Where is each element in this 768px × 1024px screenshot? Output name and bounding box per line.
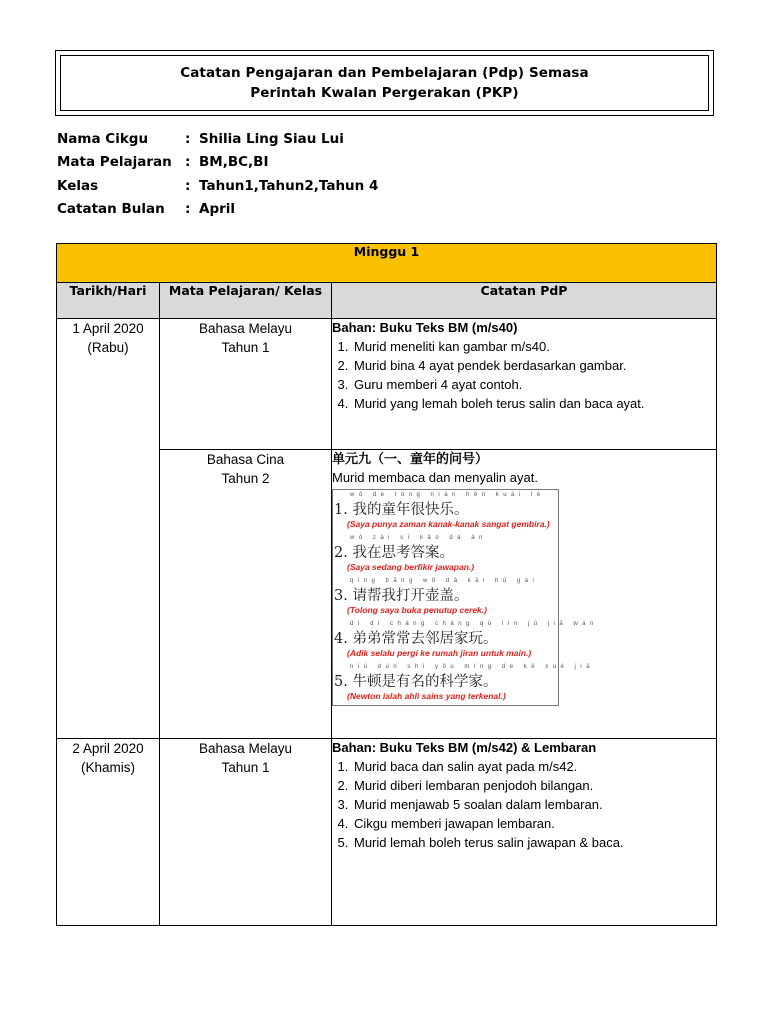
column-header-subject: Mata Pelajaran/ Kelas — [160, 283, 332, 319]
chinese-sentence: 1. 我的童年很快乐。 — [334, 502, 469, 518]
list-item: 4. Cikgu memberi jawapan lembaran. — [352, 814, 716, 833]
list-item: 1. Murid baca dan salin ayat pada m/s42. — [352, 757, 716, 776]
table-row — [57, 319, 717, 450]
date-text: 2 April 2020 — [72, 741, 144, 756]
day-text: (Rabu) — [87, 340, 129, 355]
subject-text: Bahasa Cina — [206, 452, 285, 467]
pinyin-text: niú dùn shì yǒu míng de kē xué jiā — [350, 664, 595, 670]
translation-text: (Tolong saya buka penutup cerek.) — [347, 605, 487, 615]
info-value: April — [199, 201, 236, 218]
translation-text: (Adik selalu pergi ke rumah jiran untuk main.) — [347, 648, 532, 658]
subject-text: Bahasa Melayu — [198, 741, 293, 756]
notes-cell — [332, 319, 717, 450]
document-title-line-2: Perintah Kwalan Pergerakan (PKP) — [250, 85, 519, 101]
class-text: Tahun 2 — [221, 471, 270, 486]
pinyin-text: dì di cháng cháng qù lín jū jiā wán — [350, 621, 598, 627]
list-item: 2. Murid bina 4 ayat pendek berdasarkan gambar. — [352, 356, 716, 375]
subject-cell — [160, 450, 332, 739]
list-item: 2. Murid diberi lembaran penjodoh bilangan. — [352, 776, 716, 795]
chinese-sentence-item — [334, 664, 595, 707]
chinese-sentence-item — [334, 621, 598, 664]
date-cell — [57, 319, 160, 739]
subject-cell — [160, 739, 332, 926]
chinese-sentences-image — [332, 489, 598, 706]
notes-title: 单元九（一、童年的问号） — [332, 451, 489, 466]
document-title-line-1: Catatan Pengajaran dan Pembelajaran (Pdp) Semasa — [180, 65, 589, 81]
info-row-subject — [57, 151, 378, 175]
week-title: Minggu 1 — [57, 244, 717, 283]
info-colon: : — [185, 154, 191, 171]
info-colon: : — [185, 130, 191, 147]
table-row — [57, 739, 717, 926]
info-label: Mata Pelajaran — [57, 154, 172, 171]
info-label: Catatan Bulan — [57, 201, 165, 218]
list-item: 3. Guru memberi 4 ayat contoh. — [352, 375, 716, 394]
notes-cell — [332, 450, 717, 739]
pinyin-text: wǒ de tóng nián hěn kuài lè — [350, 492, 545, 498]
list-item: 1. Murid meneliti kan gambar m/s40. — [352, 337, 716, 356]
chinese-sentence: 2. 我在思考答案。 — [334, 545, 454, 561]
info-value: Tahun1,Tahun2,Tahun 4 — [199, 177, 379, 194]
list-item: 3. Murid menjawab 5 soalan dalam lembaran. — [352, 795, 716, 814]
column-header-date: Tarikh/Hari — [57, 283, 160, 319]
pinyin-text: wǒ zài sī kǎo dá àn — [350, 535, 487, 541]
chinese-sentence-item — [334, 535, 558, 578]
info-row-teacher — [57, 127, 378, 151]
info-value: Shilia Ling Siau Lui — [199, 130, 344, 147]
translation-text: (Newton ialah ahli sains yang terkenal.) — [347, 691, 506, 701]
info-label: Nama Cikgu — [57, 130, 149, 147]
notes-title: Bahan: Buku Teks BM (m/s42) & Lembaran — [332, 740, 597, 755]
steps-list — [332, 757, 716, 852]
translation-text: (Saya punya zaman kanak-kanak sangat gembira.) — [347, 519, 550, 529]
subject-cell — [160, 319, 332, 450]
info-value: BM,BC,BI — [199, 154, 269, 171]
notes-line: Murid membaca dan menyalin ayat. — [332, 470, 538, 485]
info-colon: : — [185, 201, 191, 218]
chinese-sentence-item — [334, 492, 558, 535]
teacher-info — [57, 127, 378, 221]
week-header-row — [57, 244, 717, 283]
class-text: Tahun 1 — [221, 760, 270, 775]
column-header-row — [57, 283, 717, 319]
document-title-box — [55, 50, 714, 116]
translation-text: (Saya sedang berfikir jawapan.) — [347, 562, 475, 572]
date-cell — [57, 739, 160, 926]
info-label: Kelas — [57, 177, 99, 194]
document-title-frame — [60, 55, 709, 111]
info-colon: : — [185, 177, 191, 194]
lesson-record-table — [56, 243, 717, 926]
steps-list — [332, 337, 716, 413]
chinese-sentence: 5. 牛顿是有名的科学家。 — [334, 674, 498, 690]
day-text: (Khamis) — [80, 760, 135, 775]
chinese-sentence: 3. 请帮我打开壶盖。 — [334, 588, 469, 604]
notes-title: Bahan: Buku Teks BM (m/s40) — [332, 320, 518, 335]
column-header-notes: Catatan PdP — [332, 283, 717, 319]
class-text: Tahun 1 — [221, 340, 270, 355]
info-row-class — [57, 174, 378, 198]
list-item: 4. Murid yang lemah boleh terus salin dan baca ayat. — [352, 394, 716, 413]
info-row-month — [57, 198, 378, 222]
pinyin-text: qǐng bāng wǒ dǎ kāi hú gài — [350, 578, 539, 584]
subject-text: Bahasa Melayu — [198, 321, 293, 336]
list-item: 5. Murid lemah boleh terus salin jawapan & baca. — [352, 833, 716, 852]
notes-cell — [332, 739, 717, 926]
date-text: 1 April 2020 — [72, 321, 144, 336]
chinese-sentence-item — [334, 578, 558, 621]
chinese-sentence: 4. 弟弟常常去邻居家玩。 — [334, 631, 498, 647]
